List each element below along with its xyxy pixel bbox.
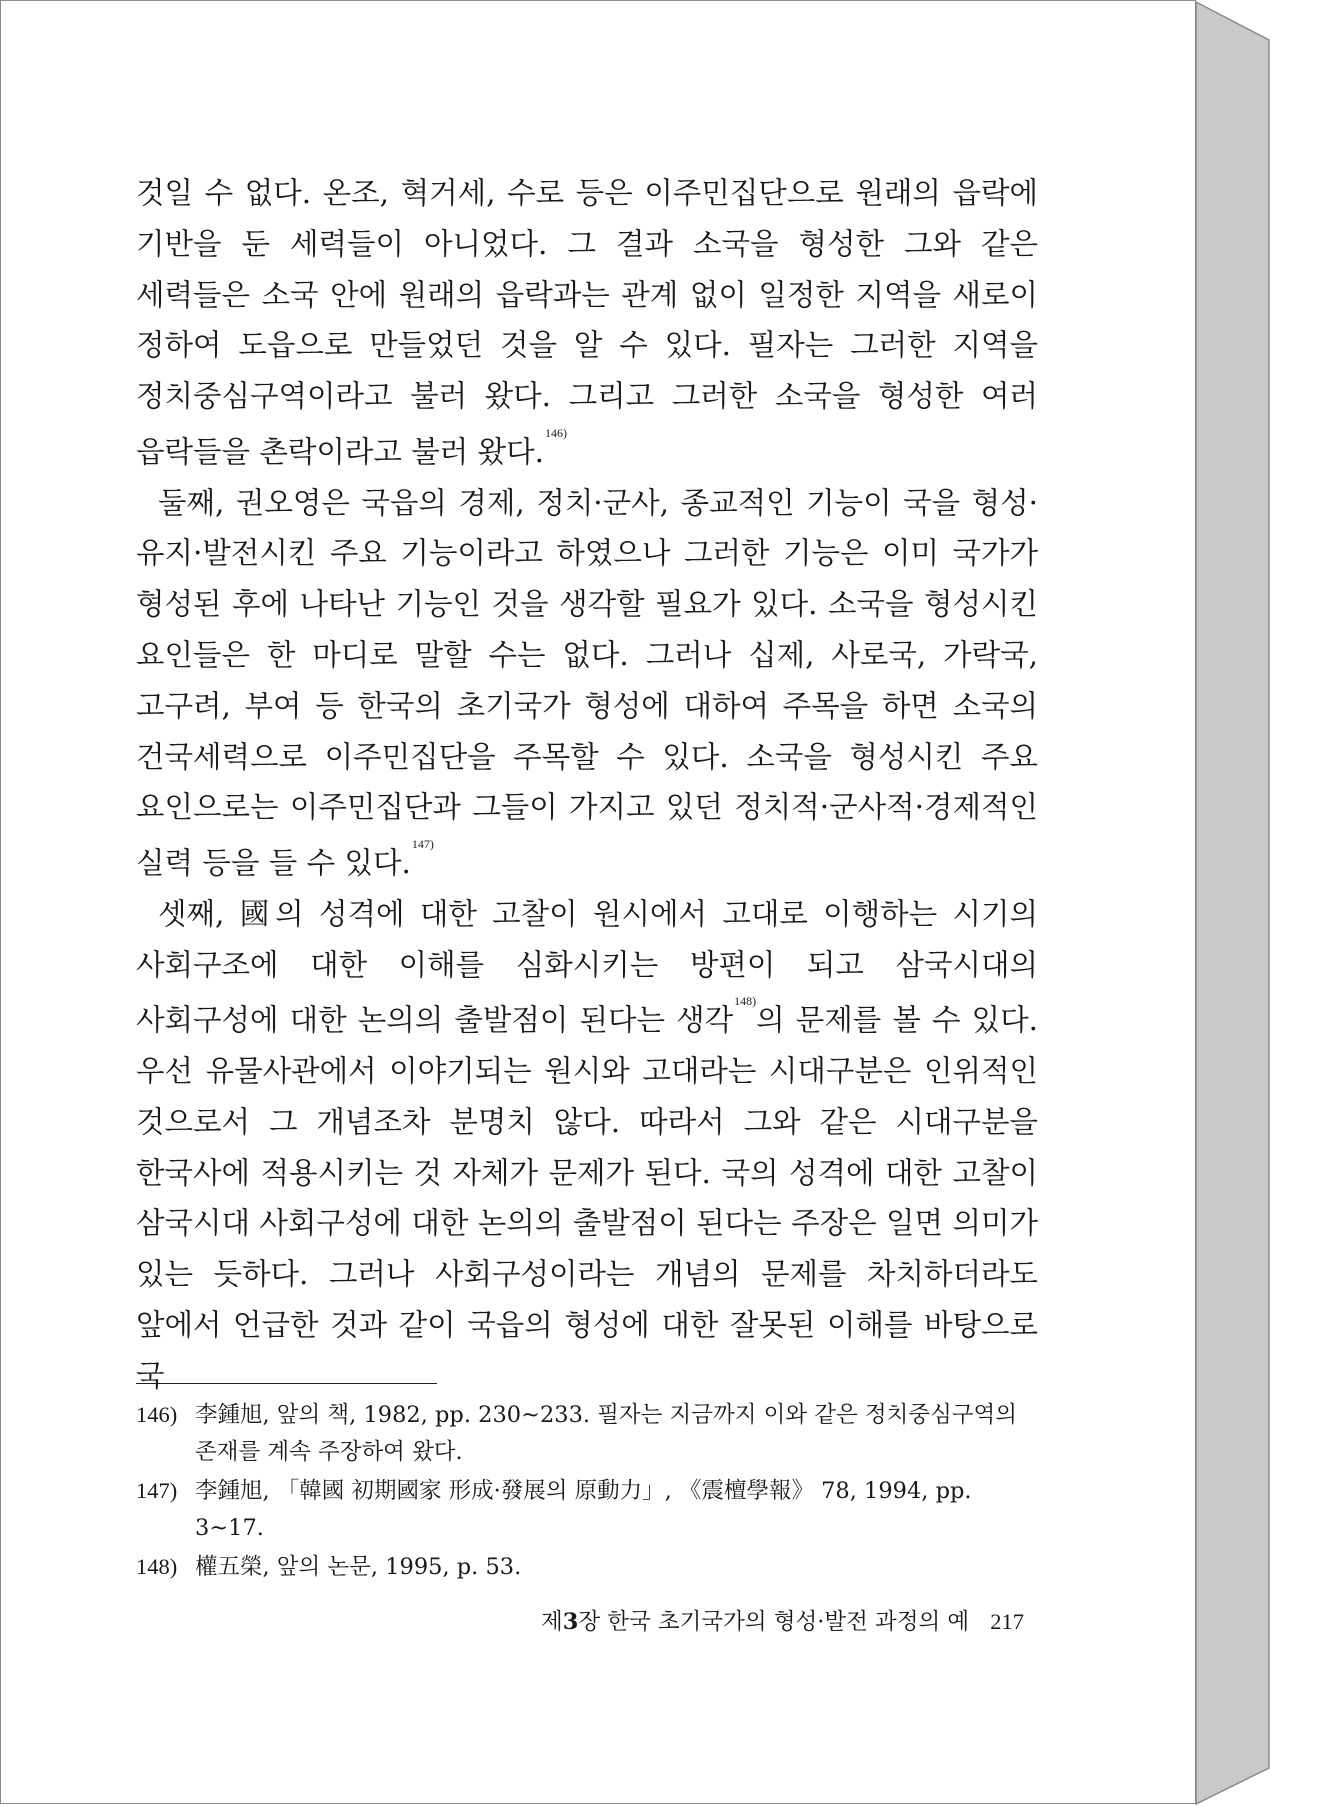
chapter-title: 한국 초기국가의 형성·발전 과정의 예 [607, 1609, 970, 1635]
footnotes [136, 1397, 1038, 1589]
footnote-146 [136, 1397, 1038, 1470]
footnote-text: 權五榮, 앞의 논문, 1995, p. 53. [195, 1554, 522, 1580]
footnote-number: 146) [136, 1402, 178, 1427]
footnote-number: 148) [136, 1554, 178, 1579]
footnote-text: 李鍾旭, 앞의 책, 1982, pp. 230~233. 필자는 지금까지 이와 같은 정치중심구역의 존재를 계속 주장하여 왔다. [195, 1402, 1018, 1465]
paragraph-1: 것일 수 없다. 온조, 혁거세, 수로 등은 이주민집단으로 원래의 읍락에 기반을 둔 세력들이 아니었다. 그 결과 소국을 형성한 그와 같은 세력들은 소국 안에 원래의 읍락과는 관계 없이 일정한 지역을 새로이 정하여 도읍으로 만들었던 것을 알 수 있다. 필자는 그러한 지역을 정치중심구역이라고 불러 왔다. 그리고 그러한 소국을 형성한 여러 읍락들을 촌락이라고 불러 왔다.$^{146)}$ [136, 176, 1038, 469]
page-number: 217 [990, 1609, 1024, 1634]
footnote-ref-147: 147) [411, 837, 434, 852]
footnote-number: 147) [136, 1478, 178, 1503]
footnote-ref-146: 146) [544, 425, 567, 440]
chapter-suffix: 장 [578, 1609, 601, 1635]
footnote-ref-148: 148) [734, 994, 757, 1009]
paragraph-3: 셋째, 國의 성격에 대한 고찰이 원시에서 고대로 이행하는 시기의 사회구조에 대한 이해를 심화시키는 방편이 되고 삼국시대의 사회구성에 대한 논의의 출발점이 된다는 생각$^{148)}$의 문제를 볼 수 있다. 우선 유물사관에서 이야기되는 원시와 고대라는 시대구분은 인위적인 것으로서 그 개념조차 분명치 않다. 따라서 그와 같은 시대구분을 한국사에 적용시키는 것 자체가 문제가 된다. 국의 성격에 대한 고찰이 삼국시대 사회구성에 대한 논의의 출발점이 된다는 주장은 일면 의미가 있는 듯하다. 그러나 사회구성이라는 개념의 문제를 차치하더라도 앞에서 언급한 것과 같이 국읍의 형성에 대한 잘못된 이해를 바탕으로 국 [136, 896, 1038, 1393]
chapter-number: 3 [562, 1609, 579, 1635]
body-text [136, 168, 1038, 1402]
paragraph-2: 둘째, 권오영은 국읍의 경제, 정치·군사, 종교적인 기능이 국을 형성·유지·발전시킨 주요 기능이라고 하였으나 그러한 기능은 이미 국가가 형성된 후에 나타난 기능인 것을 생각할 필요가 있다. 소국을 형성시킨 요인들은 한 마디로 말할 수는 없다. 그러나 십제, 사로국, 가락국, 고구려, 부여 등 한국의 초기국가 형성에 대하여 주목을 하면 소국의 건국세력으로 이주민집단을 주목할 수 있다. 소국을 형성시킨 주요 요인으로는 이주민집단과 그들이 가지고 있던 정치적·군사적·경제적인 실력 등을 들 수 있다.$^{147)}$ [136, 485, 1038, 881]
footnote-147 [136, 1473, 1038, 1546]
footnote-148 [136, 1549, 1038, 1586]
running-footer [480, 1604, 1024, 1636]
chapter-prefix: 제 [540, 1609, 563, 1635]
footnote-text: 李鍾旭, 「韓國 初期國家 形成·發展의 原動力」, 《震檀學報》 78, 1994, pp. 3~17. [195, 1478, 972, 1541]
footnote-divider [136, 1383, 437, 1384]
